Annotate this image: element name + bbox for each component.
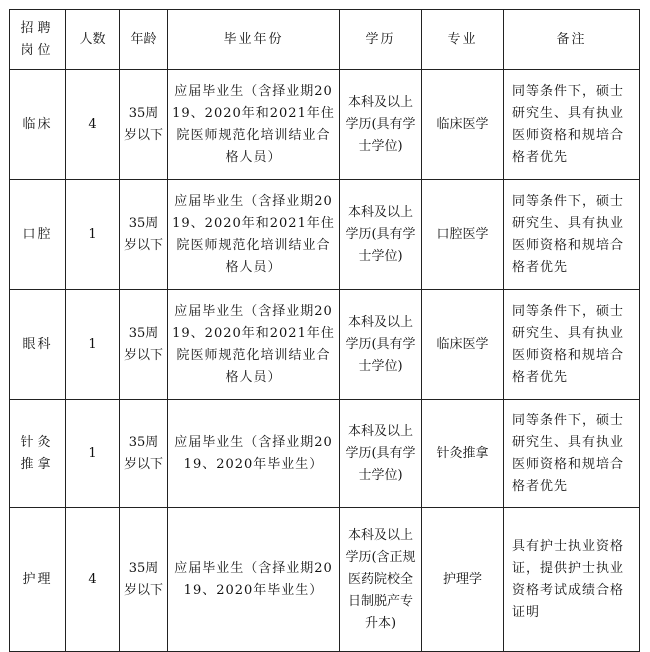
header-age: 年龄 [120, 10, 168, 70]
cell-major: 口腔医学 [422, 180, 504, 290]
cell-age: 35周岁以下 [120, 290, 168, 400]
cell-position: 眼科 [10, 290, 66, 400]
cell-graduation: 应届毕业生（含择业期2019、2020年毕业生） [168, 400, 340, 508]
cell-count: 4 [66, 70, 120, 180]
header-position: 招聘岗位 [10, 10, 66, 70]
cell-major: 针灸推拿 [422, 400, 504, 508]
cell-graduation: 应届毕业生（含择业期2019、2020年和2021年住院医师规范化培训结业合格人员） [168, 180, 340, 290]
cell-age: 35周岁以下 [120, 70, 168, 180]
cell-education: 本科及以上学历(具有学士学位) [340, 400, 422, 508]
cell-age: 35周岁以下 [120, 400, 168, 508]
cell-remarks: 具有护士执业资格证，提供护士执业资格考试成绩合格证明 [504, 508, 640, 652]
table-row [10, 70, 640, 180]
cell-position: 护理 [10, 508, 66, 652]
cell-major: 临床医学 [422, 70, 504, 180]
header-row [10, 10, 640, 70]
cell-graduation: 应届毕业生（含择业期2019、2020年和2021年住院医师规范化培训结业合格人员） [168, 70, 340, 180]
cell-remarks: 同等条件下，硕士研究生、具有执业医师资格和规培合格者优先 [504, 70, 640, 180]
cell-education: 本科及以上学历(具有学士学位) [340, 70, 422, 180]
cell-count: 1 [66, 180, 120, 290]
cell-age: 35周岁以下 [120, 508, 168, 652]
table-row [10, 508, 640, 652]
cell-graduation: 应届毕业生（含择业期2019、2020年毕业生） [168, 508, 340, 652]
cell-age: 35周岁以下 [120, 180, 168, 290]
cell-count: 4 [66, 508, 120, 652]
cell-education: 本科及以上学历(具有学士学位) [340, 180, 422, 290]
header-major: 专业 [422, 10, 504, 70]
header-count: 人数 [66, 10, 120, 70]
recruitment-table [9, 9, 640, 652]
cell-education: 本科及以上学历(含正规医药院校全日制脱产专升本) [340, 508, 422, 652]
cell-position: 临床 [10, 70, 66, 180]
cell-education: 本科及以上学历(具有学士学位) [340, 290, 422, 400]
cell-count: 1 [66, 400, 120, 508]
cell-remarks: 同等条件下，硕士研究生、具有执业医师资格和规培合格者优先 [504, 400, 640, 508]
cell-graduation: 应届毕业生（含择业期2019、2020年和2021年住院医师规范化培训结业合格人员） [168, 290, 340, 400]
header-remarks: 备注 [504, 10, 640, 70]
header-graduation: 毕业年份 [168, 10, 340, 70]
cell-count: 1 [66, 290, 120, 400]
cell-major: 临床医学 [422, 290, 504, 400]
table-row [10, 180, 640, 290]
table-row [10, 290, 640, 400]
cell-position: 针灸推拿 [10, 400, 66, 508]
cell-position: 口腔 [10, 180, 66, 290]
cell-major: 护理学 [422, 508, 504, 652]
table-row [10, 400, 640, 508]
header-education: 学历 [340, 10, 422, 70]
cell-remarks: 同等条件下，硕士研究生、具有执业医师资格和规培合格者优先 [504, 290, 640, 400]
cell-remarks: 同等条件下，硕士研究生、具有执业医师资格和规培合格者优先 [504, 180, 640, 290]
